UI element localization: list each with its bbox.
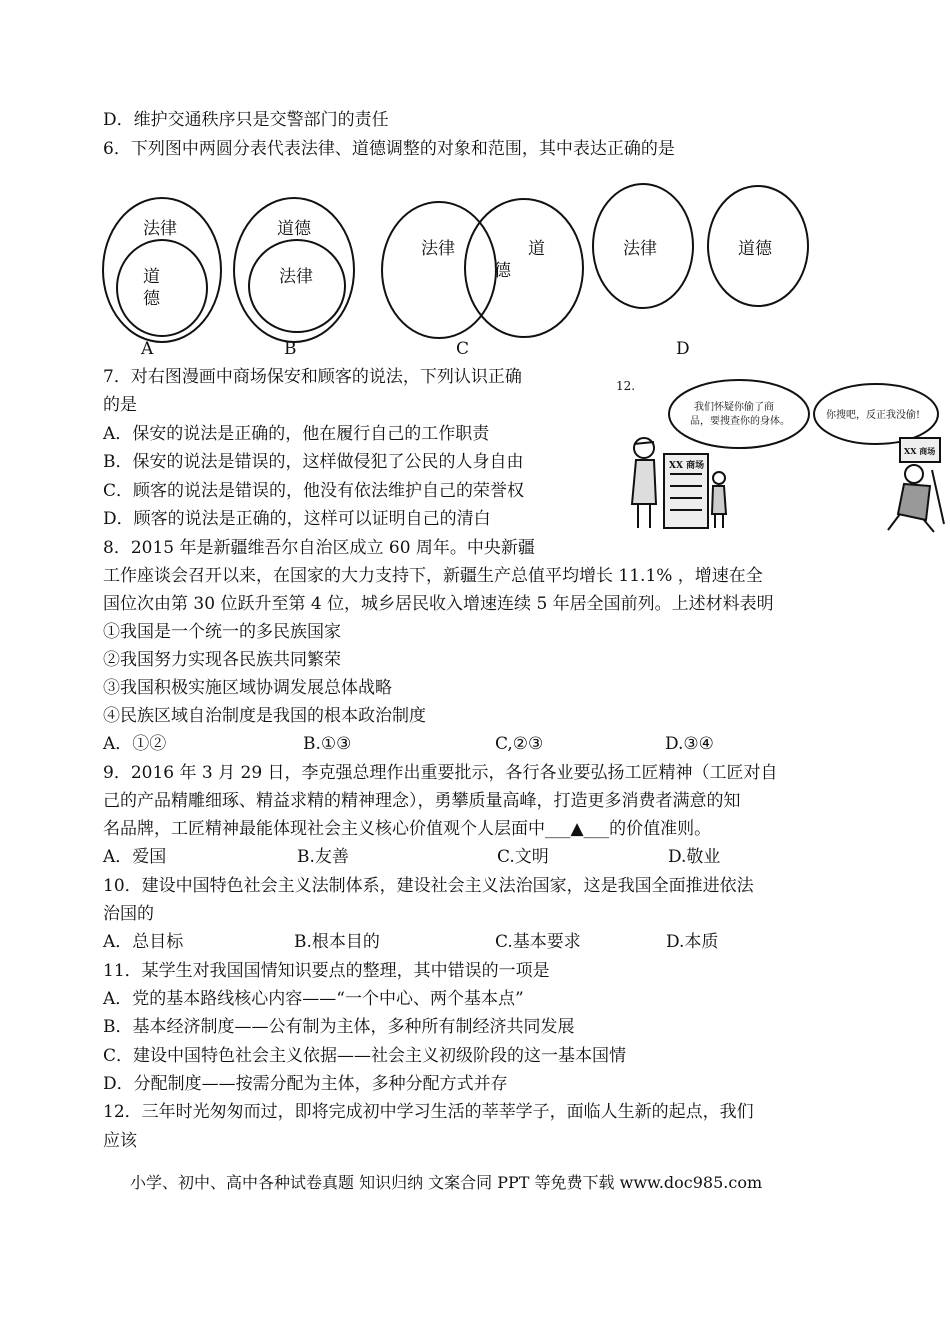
q11-option-c: C．建设中国特色社会主义依据——社会主义初级阶段的这一基本国情 [103,1046,627,1066]
guard-speech-line-1: 我们怀疑你偷了商 [694,402,774,413]
question-8-line-2: 工作座谈会召开以来，在国家的大力支持下，新疆生产总值平均增长 11.1% ，增速在全 [103,566,763,586]
q7-option-c: C．顾客的说法是错误的，他没有依法维护自己的荣誉权 [103,481,525,501]
question-9: 9．2016 年 3 月 29 日，李克强总理作出重要批示，各行各业要弘扬工匠精神（工匠对自 [103,763,778,783]
diagram-b-inner-label: 法律 [279,267,313,287]
question-8: 8．2015 年是新疆维吾尔自治区成立 60 周年。中央新疆 [103,538,535,558]
q11-option-b: B．基本经济制度——公有制为主体，多种所有制经济共同发展 [103,1017,575,1037]
q9-option-b: B.友善 [297,847,349,867]
q8-statement-1: ①我国是一个统一的多民族国家 [103,622,341,642]
diagram-a-letter: A [141,339,154,359]
q8-statement-3: ③我国积极实施区域协调发展总体战略 [103,678,392,698]
diagram-b-letter: B [284,339,297,359]
diagram-c-right-label-1: 道 [528,239,545,259]
diagram-a-outer-label: 法律 [143,219,177,239]
diagram-a [103,198,221,359]
question-7: 7．对右图漫画中商场保安和顾客的说法，下列认识正确 [103,367,522,387]
right-store-sign: XX 商场 [904,446,936,456]
diagram-c [382,199,583,359]
question-9-line-2: 己的产品精雕细琢、精益求精的精神理念），勇攀质量高峰，打造更多消费者满意的知 [103,791,741,811]
q5-option-d: D．维护交通秩序只是交警部门的责任 [103,110,389,130]
question-12: 12．三年时光匆匆而过，即将完成初中学习生活的莘莘学子，面临人生新的起点，我们 [103,1102,754,1122]
question-6: 6．下列图中两圆分表代表法律、道德调整的对象和范围，其中表达正确的是 [103,139,675,159]
diagram-d-letter: D [676,339,690,359]
guard-speech-bubble [669,380,809,448]
question-10-cont: 治国的 [103,904,154,924]
q10-option-a: A．总目标 [103,932,184,952]
q9-option-d: D.敬业 [668,847,721,867]
page-footer: 小学、初中、高中各种试卷真题 知识归纳 文案合同 PPT 等免费下载 www.doc985.com [130,1173,763,1192]
store-sign: XX 商场 [669,461,705,471]
question-11: 11．某学生对我国国情知识要点的整理，其中错误的一项是 [103,961,550,981]
q8-option-c: C,②③ [495,734,544,754]
q9-option-a: A．爱国 [103,847,167,867]
small-customer-figure [712,472,726,528]
diagram-c-left-label: 法律 [421,239,455,259]
q8-statement-4: ④民族区域自治制度是我国的根本政治制度 [103,706,426,726]
guard-figure [632,438,656,528]
diagram-b-outer-label: 道德 [277,219,311,239]
diagram-c-letter: C [456,339,470,359]
q10-option-b: B.根本目的 [294,932,380,952]
q11-option-a: A．党的基本路线核心内容——“一个中心、两个基本点” [103,989,524,1009]
customer-speech: 你搜吧，反正我没偷! [826,410,921,421]
venn-diagrams [0,180,950,380]
q8-option-d: D.③④ [665,734,714,754]
question-10: 10．建设中国特色社会主义法制体系，建设社会主义法治国家，这是我国全面推进依法 [103,876,754,896]
q10-option-c: C.基本要求 [495,932,581,952]
diagram-d-left-label: 法律 [623,239,657,259]
q8-option-a: A．①② [103,734,167,754]
q8-statement-2: ②我国努力实现各民族共同繁荣 [103,650,341,670]
diagram-d-right-label: 道德 [738,239,772,259]
q7-option-a: A．保安的说法是正确的，他在履行自己的工作职责 [103,424,490,444]
cartoon-image [614,374,948,534]
diagram-a-inner-label-2: 德 [143,289,160,309]
diagram-a-inner-circle [117,240,207,336]
question-9-line-3: 名品牌，工匠精神最能体现社会主义核心价值观个人层面中___▲___的价值准则。 [103,819,712,839]
diagram-c-right-circle [465,199,583,337]
question-12-cont: 应该 [103,1131,137,1151]
diagram-d [593,184,808,359]
diagram-b [234,198,354,359]
q11-option-d: D．分配制度——按需分配为主体，多种分配方式并存 [103,1074,508,1094]
q10-option-d: D.本质 [666,932,719,952]
diagram-a-inner-label-1: 道 [143,267,160,287]
cartoon-number: 12. [616,379,636,393]
q7-option-d: D．顾客的说法是正确的，这样可以证明自己的清白 [103,509,491,529]
q9-option-c: C.文明 [497,847,549,867]
question-7-cont: 的是 [103,395,137,415]
question-8-line-3: 国位次由第 30 位跃升至第 4 位，城乡居民收入增速连续 5 年居全国前列。上述材料表明 [103,594,774,614]
q7-option-b: B．保安的说法是错误的，这样做侵犯了公民的人身自由 [103,452,524,472]
diagram-c-right-label-2: 德 [494,261,511,281]
guard-speech-line-2: 品，要搜查你的身体。 [690,416,790,427]
q8-option-b: B.①③ [303,734,352,754]
